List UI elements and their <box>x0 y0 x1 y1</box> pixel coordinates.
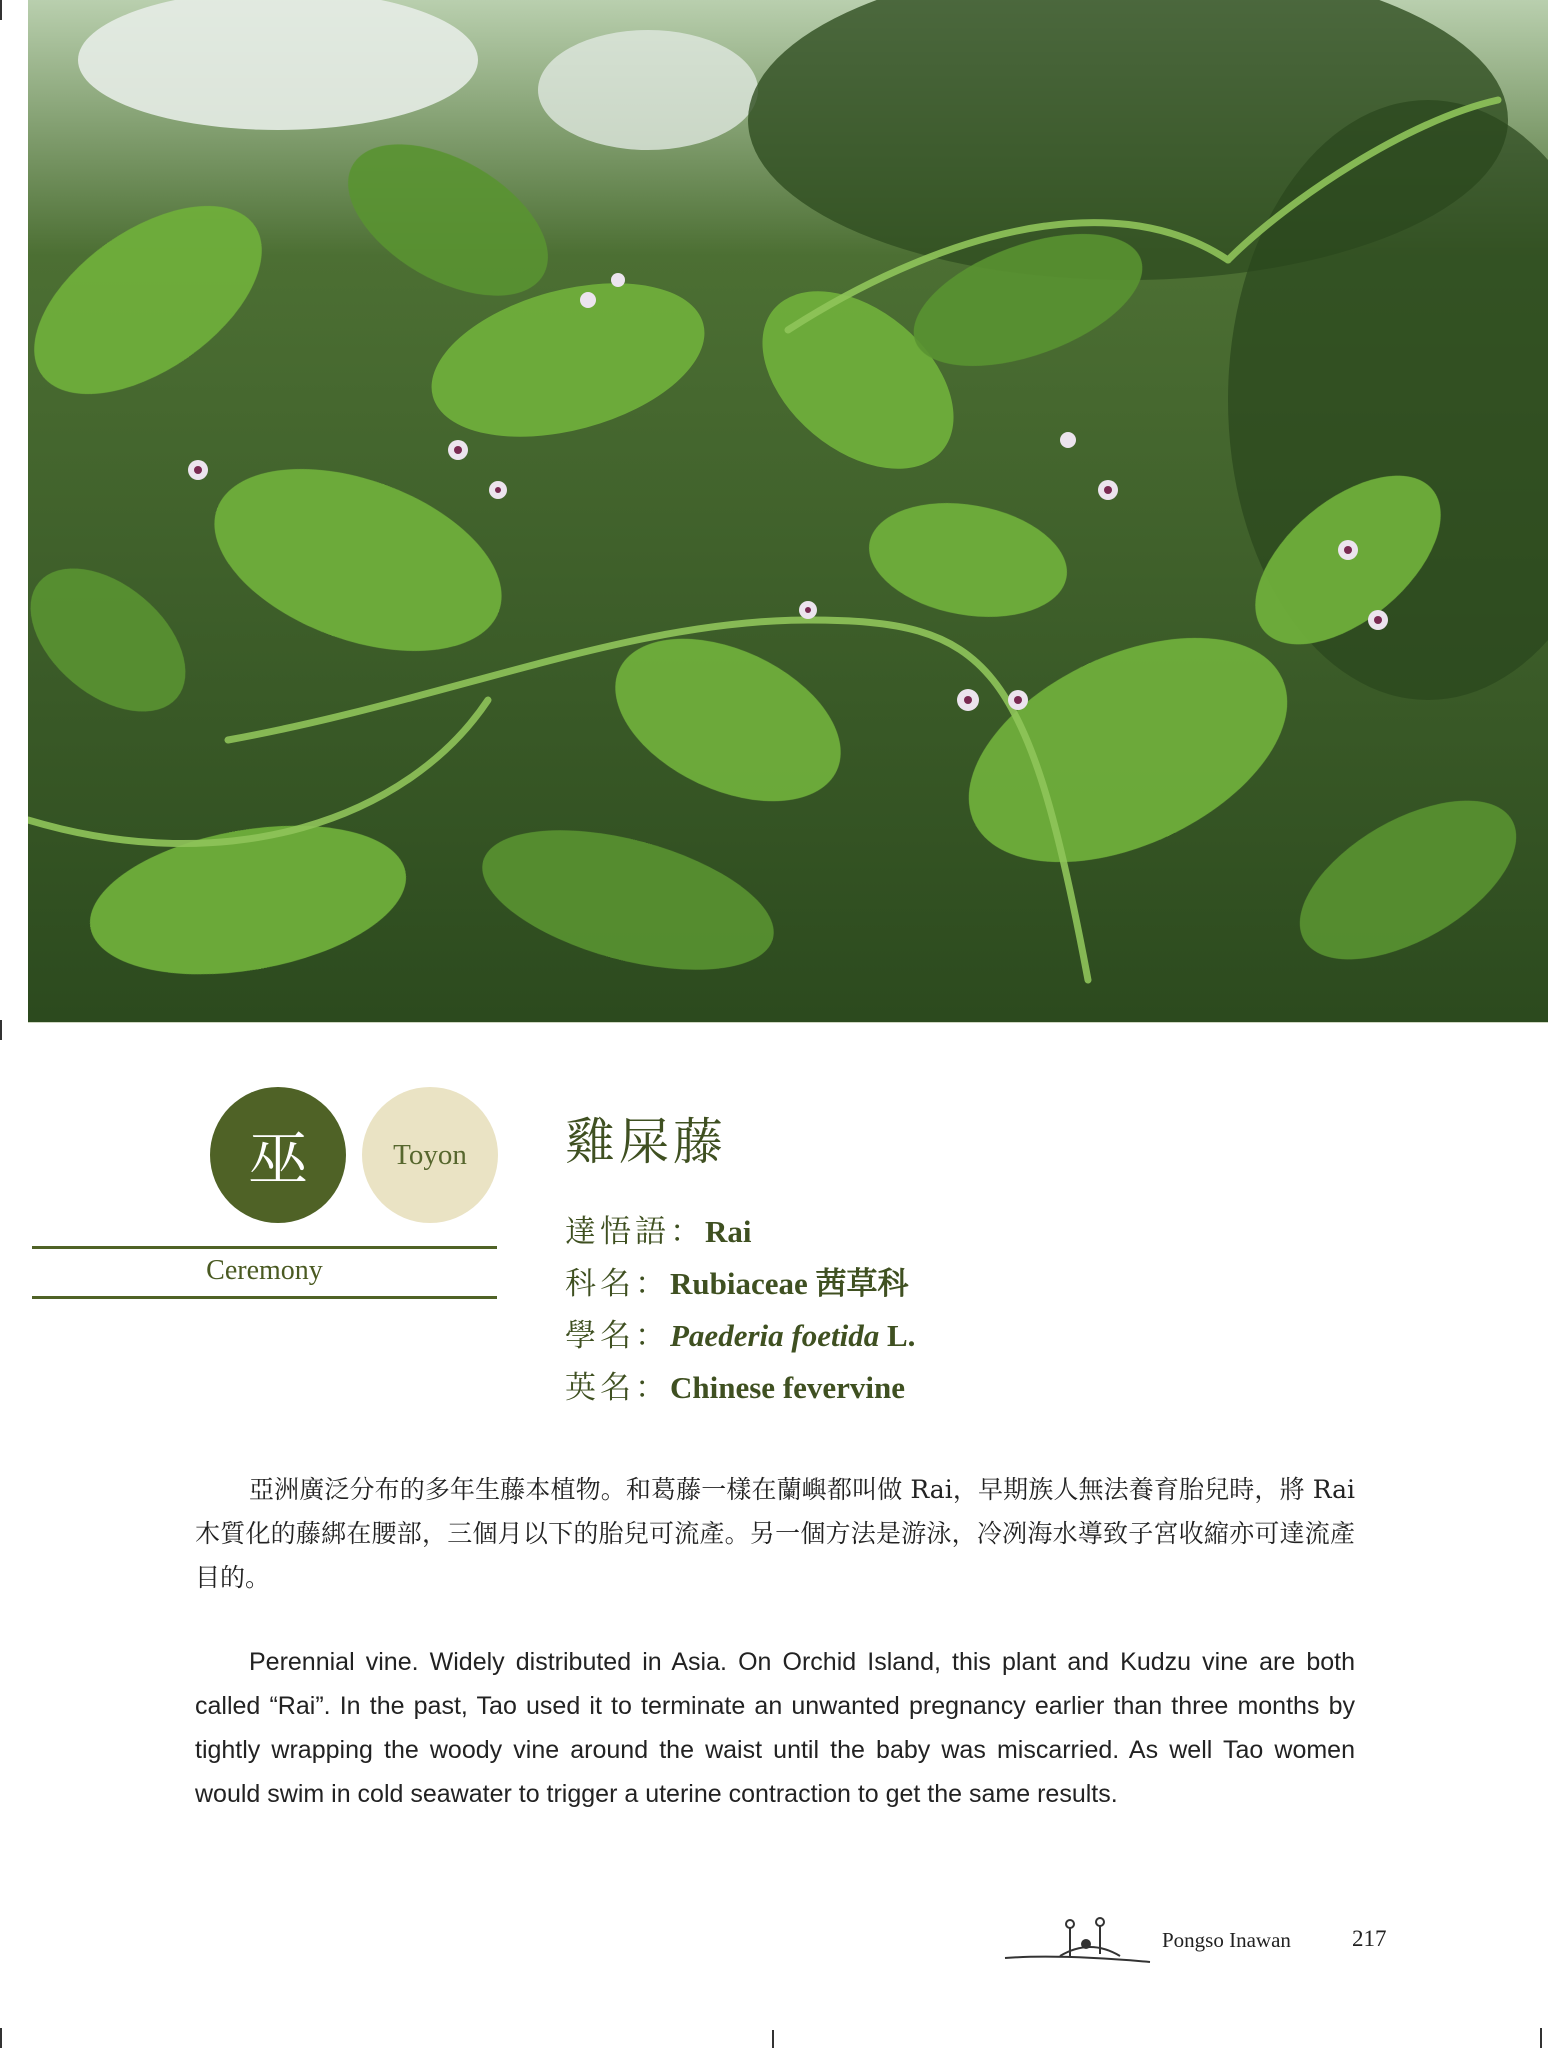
scientific-name-italic: Paederia foetida <box>670 1318 880 1353</box>
page-number: 217 <box>1352 1926 1387 1951</box>
crop-mark <box>0 0 2 20</box>
canoe-logo-icon <box>1000 1908 1160 1968</box>
meta-label: 達悟語： <box>565 1214 705 1250</box>
meta-value: Rubiaceae 茜草科 <box>670 1266 909 1301</box>
description-english: Perennial vine. Widely distributed in Asia. On Orchid Island, this plant and Kudzu vine are both called “Rai”. In the past, Tao used it to terminate an unwanted pregnancy earlier than three months by tightly wrapping the woody vine around the waist until the baby was miscarried. As well Tao women would swim in cold seawater to trigger a uterine contraction to get the same results. <box>195 1648 1355 1808</box>
category-rule-bottom <box>32 1296 497 1299</box>
plant-photo <box>28 0 1548 1023</box>
category-glyph-badge <box>210 1087 346 1223</box>
meta-row-english-name <box>565 1362 915 1414</box>
meta-label: 科名： <box>565 1266 670 1302</box>
description-chinese: 亞洲廣泛分布的多年生藤本植物。和葛藤一樣在蘭嶼都叫做 Rai，早期族人無法養育胎兒時，將 Rai 木質化的藤綁在腰部，三個月以下的胎兒可流產。另一個方法是游泳，冷冽海水導致子宮收縮亦可達流產目的。 <box>195 1475 1355 1592</box>
category-glyph: 巫 <box>248 1125 308 1195</box>
footer-book-title: Pongso Inawan <box>1162 1928 1291 1952</box>
meta-value: Chinese fevervine <box>670 1370 906 1405</box>
meta-row-family <box>565 1258 915 1310</box>
category-english: Ceremony <box>206 1255 323 1286</box>
plant-meta <box>565 1206 915 1414</box>
meta-label: 學名： <box>565 1318 670 1354</box>
meta-value: Rai <box>705 1214 752 1249</box>
scientific-name-author: L. <box>879 1318 916 1353</box>
crop-mark <box>0 1020 2 1040</box>
category-tao-name: Toyon <box>393 1138 467 1171</box>
meta-row-tao-name <box>565 1206 915 1258</box>
crop-mark <box>772 2030 774 2048</box>
category-rule-top <box>32 1246 497 1249</box>
plant-title: 雞屎藤 <box>565 1113 727 1171</box>
crop-mark <box>1540 2028 1542 2048</box>
meta-row-scientific-name <box>565 1310 915 1362</box>
meta-value <box>670 1318 915 1353</box>
category-tao-badge <box>362 1087 498 1223</box>
crop-mark <box>0 2028 2 2048</box>
meta-label: 英名： <box>565 1370 670 1406</box>
